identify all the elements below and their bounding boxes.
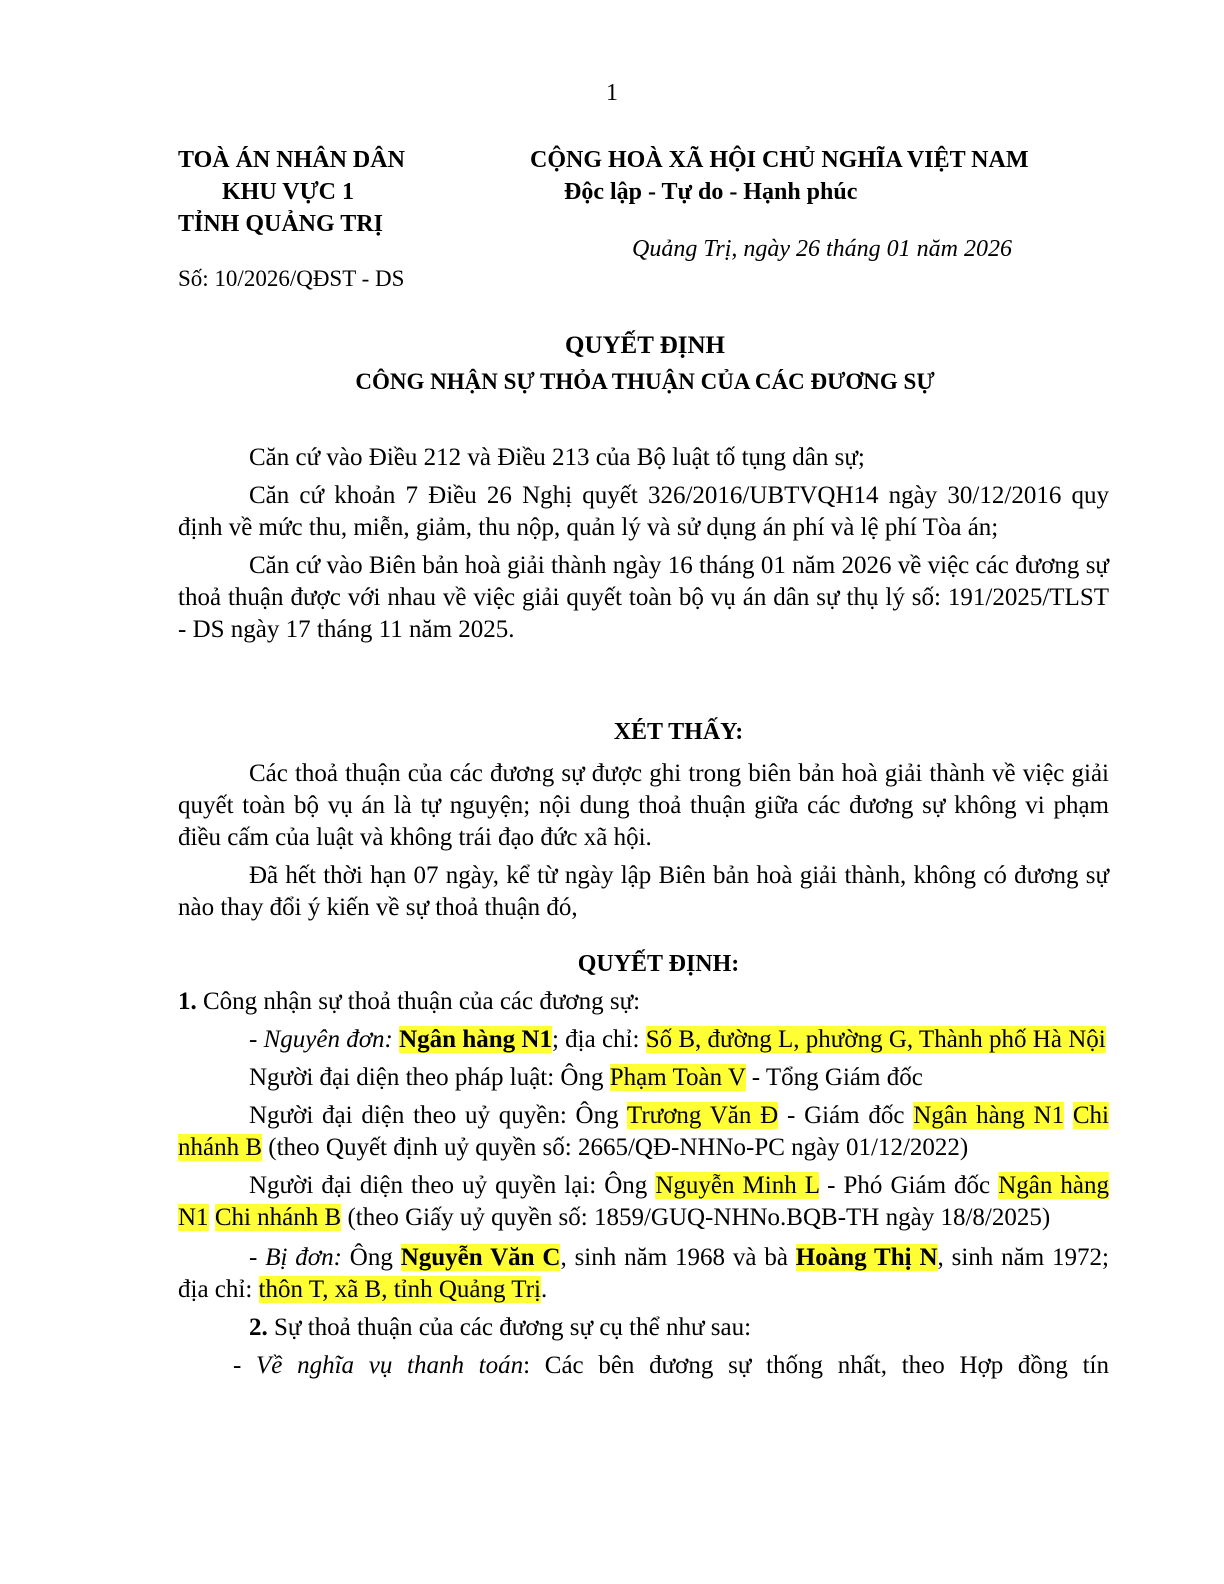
plaintiff-address-label: ; địa chỉ: (551, 1026, 646, 1053)
legal-rep-label: Người đại diện theo pháp luật: Ông (249, 1064, 610, 1091)
findings-heading: XÉT THẤY: (613, 719, 744, 745)
defendant-birth-1: , sinh năm 1968 và bà (560, 1244, 796, 1271)
court-header (178, 144, 438, 240)
decision-heading: QUYẾT ĐỊNH: (577, 951, 740, 977)
nation-name: CỘNG HOÀ XÃ HỘI CHỦ NGHĨA VIỆT NAM (530, 147, 1029, 173)
defendant-name-1: Nguyễn Văn C (400, 1244, 561, 1271)
item-2-text: Sự thoả thuận của các đương sự cụ thể như sau: (267, 1314, 752, 1341)
legal-representative (178, 1062, 1109, 1094)
defendant-period: . (540, 1276, 548, 1303)
plaintiff-name: Ngân hàng N1 (399, 1026, 552, 1053)
payment-text: : Các bên đương sự thống nhất, theo Hợp đồng tín (523, 1352, 1109, 1379)
sub-rep-label: Người đại diện theo uỷ quyền lại: Ông (249, 1172, 656, 1199)
defendant-dash: - (249, 1244, 266, 1271)
document-title: QUYẾT ĐỊNH (565, 332, 725, 359)
legal-basis (178, 442, 1109, 646)
national-motto: Độc lập - Tự do - Hạnh phúc (564, 179, 858, 205)
item-2-number: 2. (249, 1314, 268, 1341)
sub-rep-space (209, 1204, 215, 1231)
court-name-line1: TOÀ ÁN NHÂN DÂN (178, 147, 405, 173)
defendant-label: Bị đơn: (265, 1244, 342, 1271)
item-1-number: 1. (178, 988, 197, 1015)
court-name-line3: TỈNH QUẢNG TRỊ (178, 211, 383, 237)
auth-rep-title: - Giám đốc (778, 1102, 914, 1129)
document-subtitle: CÔNG NHẬN SỰ THỎA THUẬN CỦA CÁC ĐƯƠNG SỰ (355, 369, 935, 394)
auth-rep-label: Người đại diện theo uỷ quyền: Ông (249, 1102, 627, 1129)
legal-basis-1: Căn cứ vào Điều 212 và Điều 213 của Bộ luật tố tụng dân sự; (249, 444, 865, 471)
sub-rep-org: Ngân hàng N1 (178, 1172, 1109, 1231)
national-header (530, 144, 1090, 208)
payment-label: Về nghĩa vụ thanh toán (256, 1352, 524, 1379)
defendant-birth-2: , sinh năm 1972; địa chỉ: (178, 1244, 1109, 1303)
place-date: Quảng Trị, ngày 26 tháng 01 năm 2026 (632, 236, 1013, 262)
legal-rep-name: Phạm Toàn V (609, 1064, 746, 1091)
plaintiff-label: Nguyên đơn: (263, 1026, 393, 1053)
defendant-paragraph (178, 1242, 1109, 1306)
defendant-title: Ông (341, 1244, 401, 1271)
plaintiff-dash: - (249, 1026, 264, 1053)
findings-para-1: Các thoả thuận của các đương sự được ghi trong biên bản hoà giải thành về việc giải quyết toàn bộ vụ án là tự nguyện; nội dung thoả thuận giữa các đương sự không vi phạm điều cấm của luật và không trái đạo đức xã hội. (178, 760, 1109, 851)
payment-obligation (178, 1350, 1109, 1382)
plaintiff-paragraph (178, 1024, 1109, 1056)
defendant-address: thôn T, xã B, tỉnh Quảng Trị (258, 1276, 541, 1303)
decision-section (178, 948, 1109, 1382)
payment-dash: - (233, 1352, 257, 1379)
sub-authorized-representative (178, 1170, 1109, 1234)
findings-section (178, 716, 1109, 924)
legal-basis-2: Căn cứ khoản 7 Điều 26 Nghị quyết 326/2016/UBTVQH14 ngày 30/12/2016 quy định về mức thu, miễn, giảm, thu nộp, quản lý và sử dụng án phí và lệ phí Tòa án; (178, 482, 1109, 541)
document-number: Số: 10/2026/QĐST - DS (178, 266, 405, 291)
legal-basis-3: Căn cứ vào Biên bản hoà giải thành ngày 16 tháng 01 năm 2026 về việc các đương sự thoả thuận được với nhau về việc giải quyết toàn bộ vụ án dân sự thụ lý số: 191/2025/TLST - DS ngày 17 tháng 11 năm 2025. (178, 552, 1109, 643)
sub-rep-title: - Phó Giám đốc (819, 1172, 999, 1199)
decision-item-2 (178, 1312, 1109, 1344)
legal-rep-title: - Tổng Giám đốc (745, 1064, 923, 1091)
auth-rep-branch: Chi nhánh B (178, 1102, 1109, 1161)
sub-rep-authorization: (theo Giấy uỷ quyền số: 1859/GUQ-NHNo.BQB-TH ngày 18/8/2025) (341, 1204, 1051, 1231)
auth-rep-name: Trương Văn Đ (626, 1102, 779, 1129)
defendant-name-2: Hoàng Thị N (795, 1244, 938, 1271)
plaintiff-address: Số B, đường L, phường G, Thành phố Hà Nội (645, 1026, 1106, 1053)
auth-rep-space (1064, 1102, 1073, 1129)
page-number: 1 (606, 80, 618, 106)
sub-rep-branch: Chi nhánh B (214, 1204, 342, 1231)
item-1-text: Công nhận sự thoả thuận của các đương sự: (196, 988, 641, 1015)
decision-item-1 (178, 986, 1109, 1018)
auth-rep-org: Ngân hàng N1 (913, 1102, 1065, 1129)
sub-rep-name: Nguyễn Minh L (655, 1172, 820, 1199)
court-name-line2: KHU VỰC 1 (222, 179, 354, 205)
authorized-representative (178, 1100, 1109, 1164)
findings-para-2: Đã hết thời hạn 07 ngày, kể từ ngày lập Biên bản hoà giải thành, không có đương sự nào thay đổi ý kiến về sự thoả thuận đó, (178, 862, 1109, 921)
auth-rep-authorization: (theo Quyết định uỷ quyền số: 2665/QĐ-NHNo-PC ngày 01/12/2022) (262, 1134, 969, 1161)
